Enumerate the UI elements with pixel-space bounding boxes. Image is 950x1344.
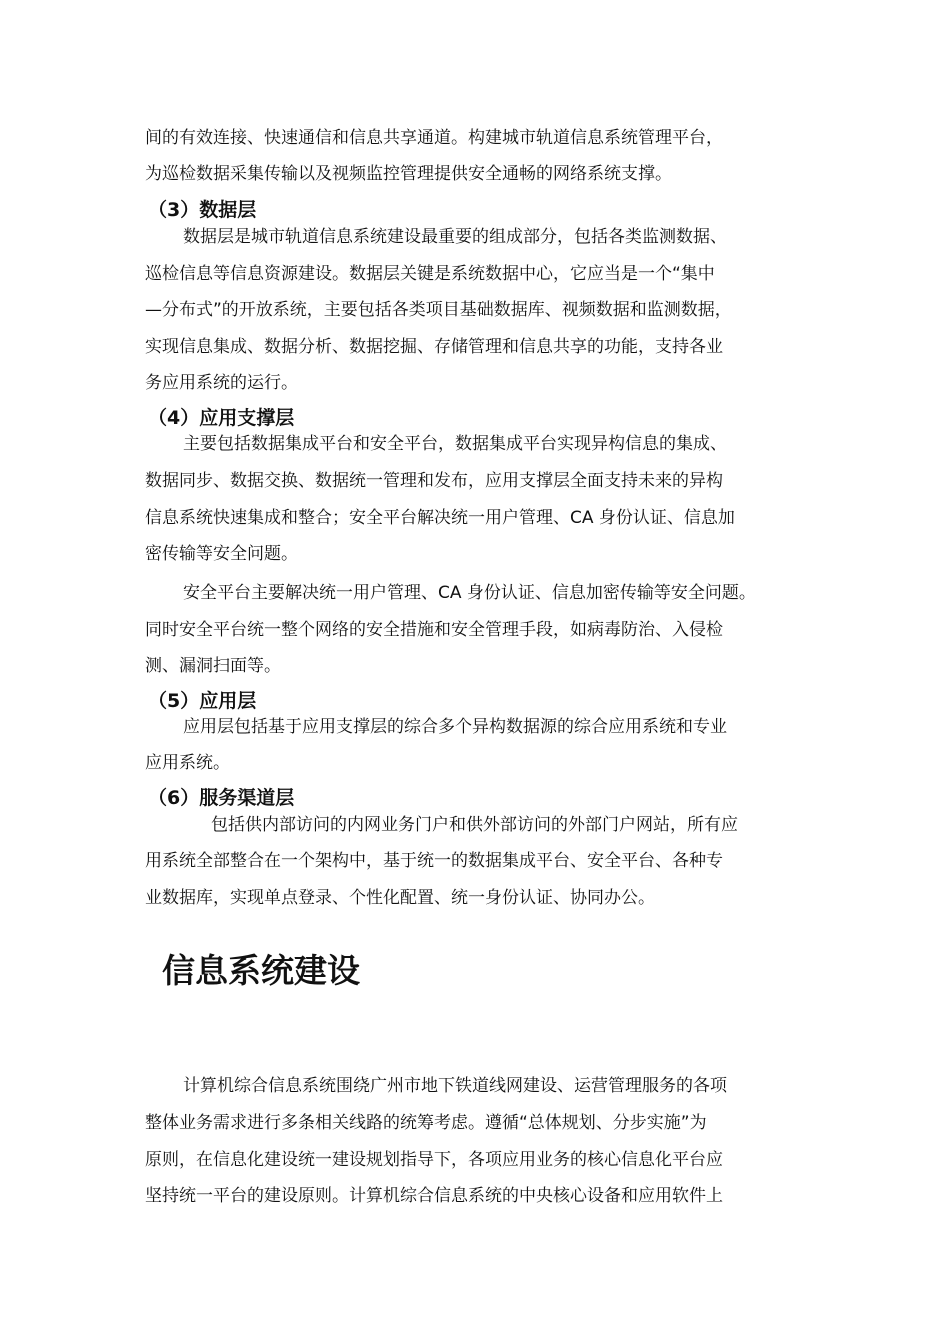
section-4-line-6: 同时安全平台统一整个网络的安全措施和安全管理手段，如病毒防治、入侵检 [145,620,723,640]
section-4-line-7: 测、漏洞扫面等。 [145,656,281,676]
section-3-line-5: 务应用系统的运行。 [145,373,298,393]
chapter-line-4: 坚持统一平台的建设原则。计算机综合信息系统的中央核心设备和应用软件上 [145,1186,723,1206]
section-3-heading: （3）数据层 [148,199,257,221]
chapter-line-3: 原则，在信息化建设统一建设规划指导下，各项应用业务的核心信息化平台应 [145,1150,723,1170]
section-4-heading: （4）应用支撑层 [148,407,295,429]
section-6-line-1: 包括供内部访问的内网业务门户和供外部访问的外部门户网站，所有应 [211,815,738,835]
section-5-line-1: 应用层包括基于应用支撑层的综合多个异构数据源的综合应用系统和专业 [183,717,727,737]
section-4-line-3: 信息系统快速集成和整合；安全平台解决统一用户管理、CA 身份认证、信息加 [145,508,735,528]
section-6-line-2: 用系统全部整合在一个架构中，基于统一的数据集成平台、安全平台、各种专 [145,851,723,871]
section-3-line-2: 巡检信息等信息资源建设。数据层关键是系统数据中心，它应当是一个“集中 [145,264,715,284]
section-4-line-5: 安全平台主要解决统一用户管理、CA 身份认证、信息加密传输等安全问题。 [183,583,756,603]
chapter-title: 信息系统建设 [162,951,360,990]
intro-line-1: 间的有效连接、快速通信和信息共享通道。构建城市轨道信息系统管理平台， [145,128,723,148]
section-3-line-1: 数据层是城市轨道信息系统建设最重要的组成部分，包括各类监测数据、 [183,227,727,247]
section-6-heading: （6）服务渠道层 [148,787,295,809]
chapter-line-2: 整体业务需求进行多条相关线路的统筹考虑。遵循“总体规划、分步实施”为 [145,1113,707,1133]
section-3-line-4: 实现信息集成、数据分析、数据挖掘、存储管理和信息共享的功能，支持各业 [145,337,723,357]
section-4-line-2: 数据同步、数据交换、数据统一管理和发布，应用支撑层全面支持未来的异构 [145,471,723,491]
section-5-heading: （5）应用层 [148,690,257,712]
section-3-line-3: —分布式”的开放系统，主要包括各类项目基础数据库、视频数据和监测数据， [145,300,732,320]
section-4-line-1: 主要包括数据集成平台和安全平台，数据集成平台实现异构信息的集成、 [183,434,727,454]
section-4-line-4: 密传输等安全问题。 [145,544,298,564]
section-6-line-3: 业数据库，实现单点登录、个性化配置、统一身份认证、协同办公。 [145,888,655,908]
section-5-line-2: 应用系统。 [145,753,230,773]
chapter-line-1: 计算机综合信息系统围绕广州市地下铁道线网建设、运营管理服务的各项 [183,1076,727,1096]
intro-line-2: 为巡检数据采集传输以及视频监控管理提供安全通畅的网络系统支撑。 [145,164,672,184]
